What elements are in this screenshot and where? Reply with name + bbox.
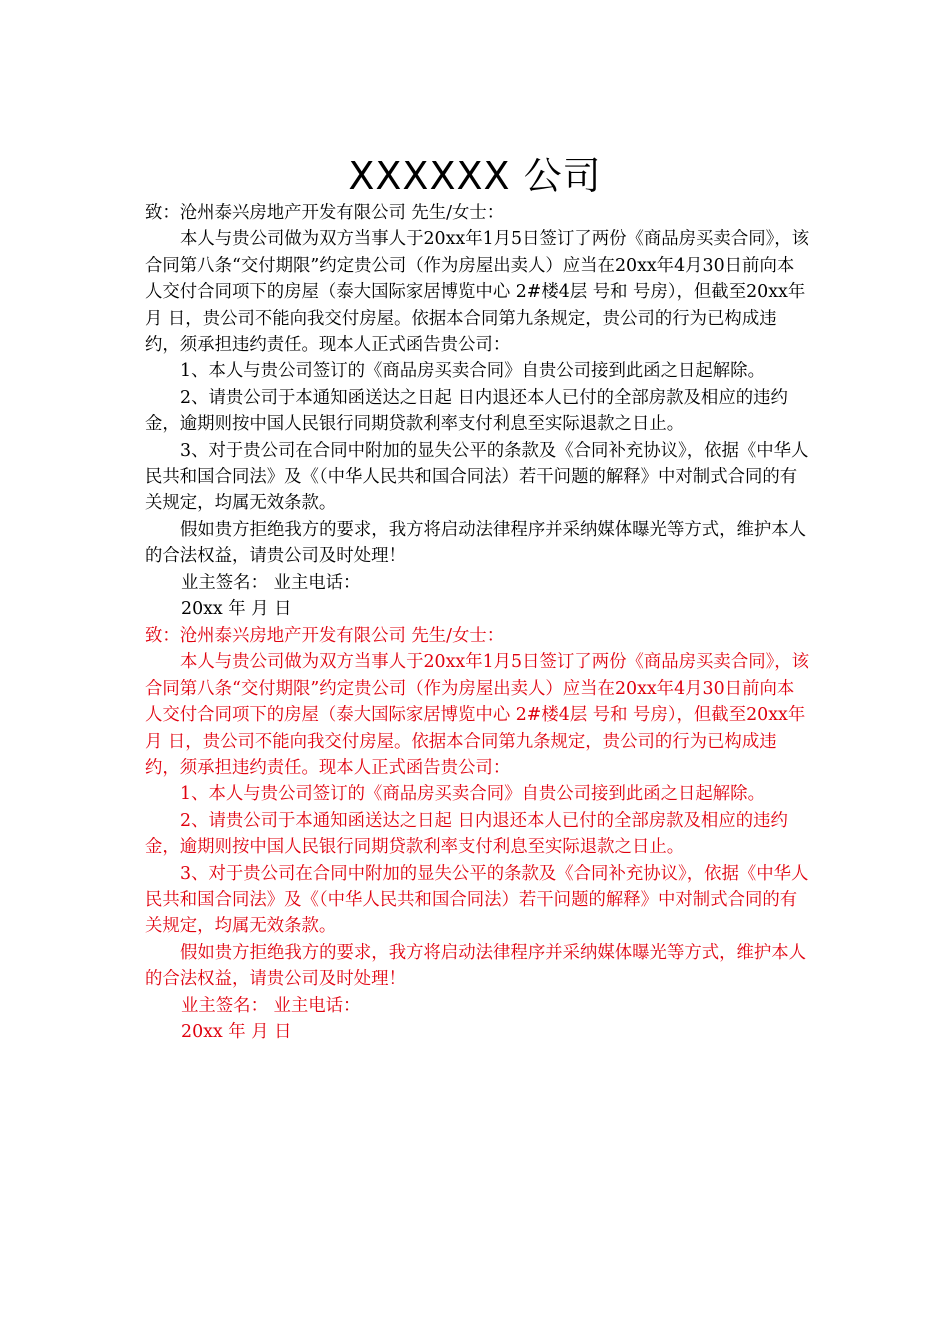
item-1: 1、本人与贵公司签订的《商品房买卖合同》自贵公司接到此函之日起解除。 (180, 361, 765, 382)
signature-line: 业主签名： 业主电话： (181, 995, 361, 1016)
closing-paragraph: 假如贵方拒绝我方的要求，我方将启动法律程序并采纳媒体曝光等方式，维护本人的合法权益，请贵公司及时处理！ (145, 942, 807, 990)
page-title: XXXXXX 公司 (348, 154, 602, 198)
item-2: 2、请贵公司于本通知函送达之日起 日内退还本人已付的全部房款及相应的违约金，逾期则按中国人民银行同期贷款利率支付利息至实际退款之日止。 (145, 810, 788, 858)
closing-paragraph: 假如贵方拒绝我方的要求，我方将启动法律程序并采纳媒体曝光等方式，维护本人的合法权益，请贵公司及时处理！ (145, 519, 807, 567)
letter-red (145, 623, 810, 1046)
intro-paragraph: 本人与贵公司做为双方当事人于20xx年1月5日签订了两份《商品房买卖合同》，该合同第八条“交付期限”约定贵公司（作为房屋出卖人）应当在20xx年4月30日前向本人交付合同项下的房屋（泰大国际家居博览中心 2#楼4层 号和 号房），但截至20xx年 月 日，贵公司不能向我交付房屋。依据本合同第九条规定，贵公司的行为已构成违约，须承担违约责任。现本人正式函告贵公司： (145, 229, 810, 356)
item-3: 3、对于贵公司在合同中附加的显失公平的条款及《合同补充协议》，依据《中华人民共和国合同法》及《（中华人民共和国合同法）若干问题的解释》中对制式合同的有关规定，均属无效条款。 (145, 440, 809, 514)
item-3: 3、对于贵公司在合同中附加的显失公平的条款及《合同补充协议》，依据《中华人民共和国合同法》及《（中华人民共和国合同法）若干问题的解释》中对制式合同的有关规定，均属无效条款。 (145, 863, 809, 937)
date-line: 20xx 年 月 日 (181, 599, 292, 620)
salutation: 致：沧州泰兴房地产开发有限公司 先生/女士： (145, 203, 505, 223)
signature-line: 业主签名： 业主电话： (181, 572, 361, 593)
item-1: 1、本人与贵公司签订的《商品房买卖合同》自贵公司接到此函之日起解除。 (180, 784, 765, 805)
letter-black (145, 200, 810, 623)
salutation: 致：沧州泰兴房地产开发有限公司 先生/女士： (145, 626, 505, 646)
date-line: 20xx 年 月 日 (181, 1022, 292, 1043)
item-2: 2、请贵公司于本通知函送达之日起 日内退还本人已付的全部房款及相应的违约金，逾期则按中国人民银行同期贷款利率支付利息至实际退款之日止。 (145, 387, 788, 435)
intro-paragraph: 本人与贵公司做为双方当事人于20xx年1月5日签订了两份《商品房买卖合同》，该合同第八条“交付期限”约定贵公司（作为房屋出卖人）应当在20xx年4月30日前向本人交付合同项下的房屋（泰大国际家居博览中心 2#楼4层 号和 号房），但截至20xx年 月 日，贵公司不能向我交付房屋。依据本合同第九条规定，贵公司的行为已构成违约，须承担违约责任。现本人正式函告贵公司： (145, 652, 810, 779)
